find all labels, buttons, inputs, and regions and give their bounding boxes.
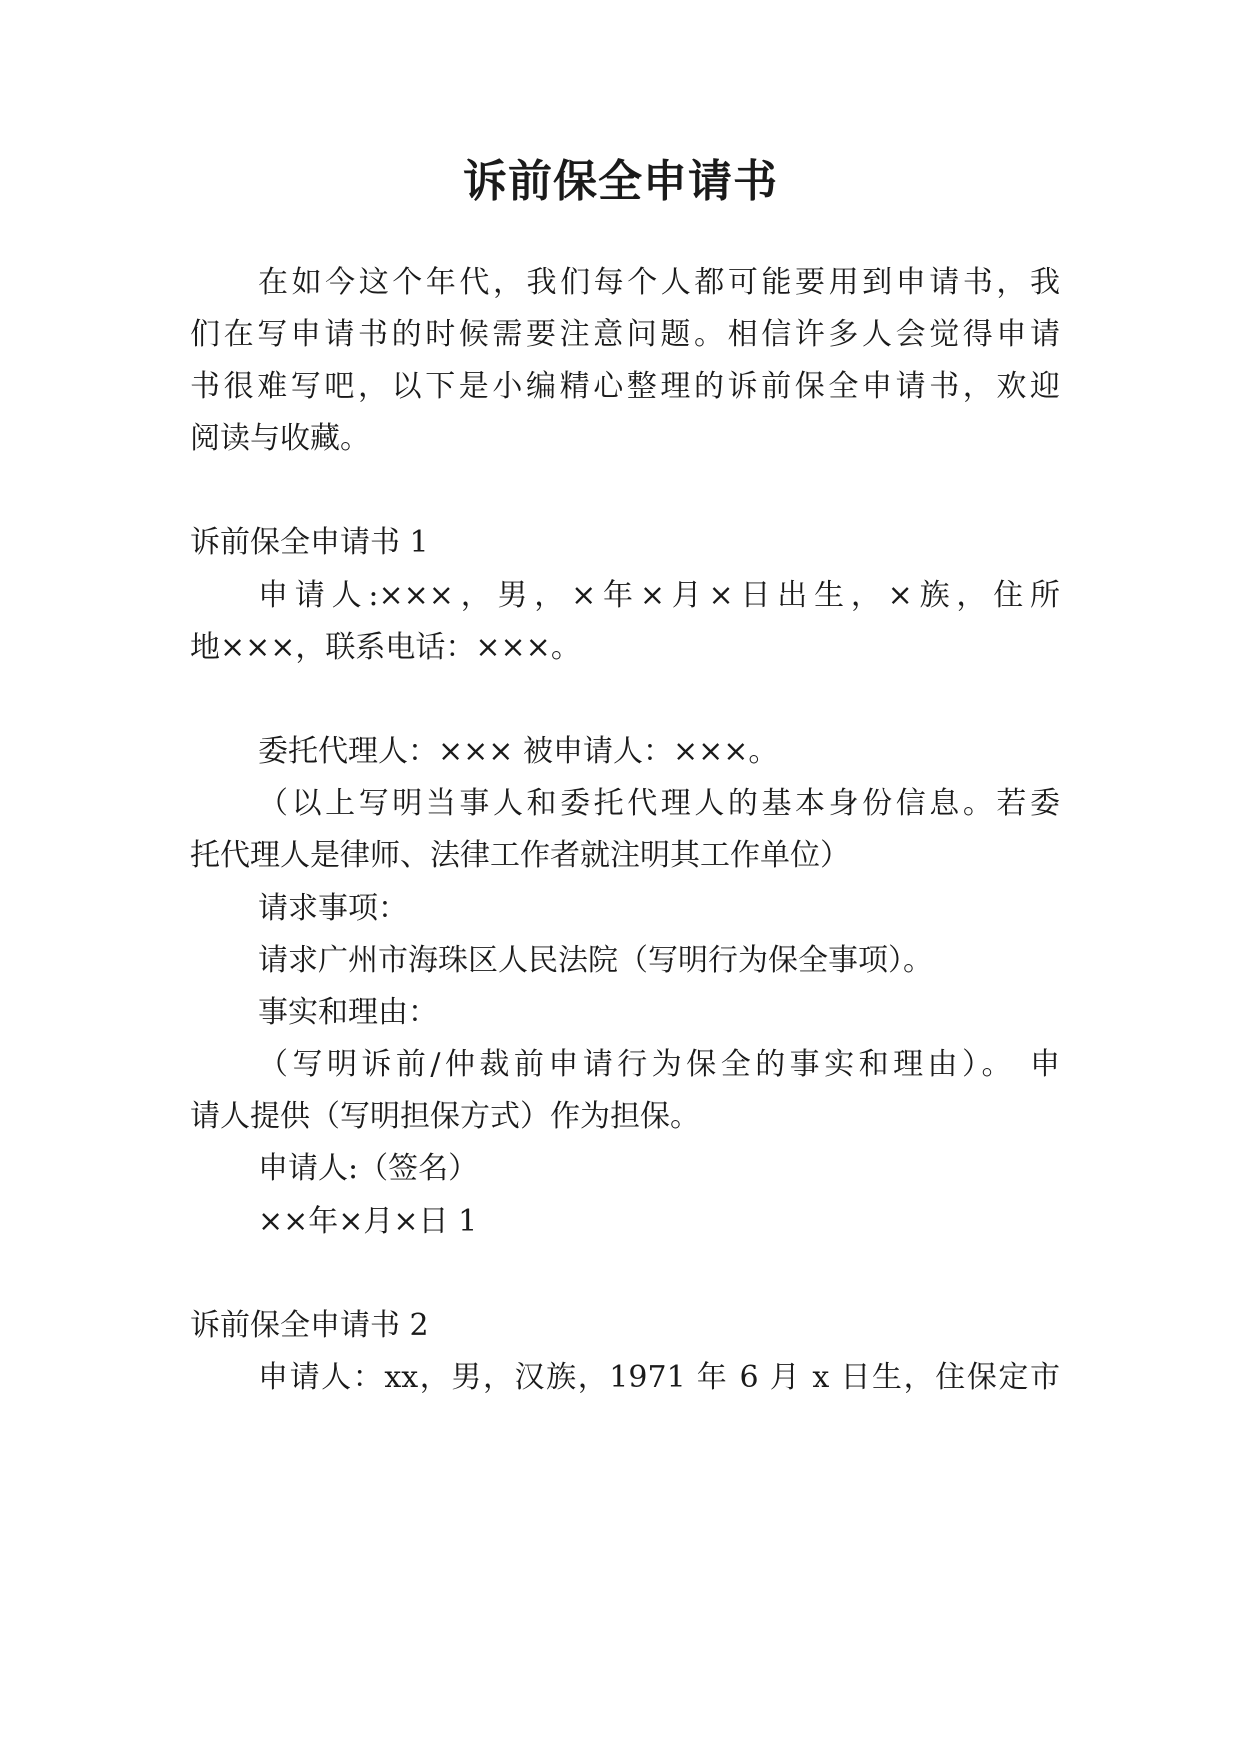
section1-applicant-line-2: 地×××，联系电话：×××。 — [190, 630, 581, 665]
section2-applicant-line-1: 申请人：xx，男，汉族，1971 年 6 月 x 日生，住保定市 — [258, 1360, 1060, 1395]
section1-request-label: 请求事项： — [258, 891, 408, 926]
section1-applicant-line-1: 申请人:×××，男，×年×月×日出生，×族，住所 — [258, 578, 1060, 613]
section1-facts-label: 事实和理由： — [258, 995, 438, 1030]
section1-note-line-2: 托代理人是律师、法律工作者就注明其工作单位） — [190, 838, 850, 873]
intro-line-4: 阅读与收藏。 — [190, 421, 370, 456]
section1-signature: 申请人:（签名） — [258, 1151, 479, 1186]
section1-note-line-1: （以上写明当事人和委托代理人的基本身份信息。若委 — [258, 786, 1060, 821]
intro-line-3: 书很难写吧，以下是小编精心整理的诉前保全申请书，欢迎 — [190, 369, 1060, 404]
section1-agent: 委托代理人：××× 被申请人：×××。 — [258, 734, 779, 769]
section2-heading: 诉前保全申请书 2 — [190, 1308, 429, 1343]
section1-request-text: 请求广州市海珠区人民法院（写明行为保全事项）。 — [258, 943, 933, 978]
section1-date: ××年×月×日 1 — [258, 1204, 478, 1239]
section1-heading: 诉前保全申请书 1 — [190, 525, 429, 560]
intro-line-1: 在如今这个年代，我们每个人都可能要用到申请书，我 — [258, 265, 1060, 300]
section1-facts-line-2: 请人提供（写明担保方式）作为担保。 — [190, 1099, 700, 1134]
section1-facts-line-1: （写明诉前/仲裁前申请行为保全的事实和理由）。 申 — [258, 1047, 1060, 1082]
document-title: 诉前保全申请书 — [463, 156, 778, 207]
intro-line-2: 们在写申请书的时候需要注意问题。相信许多人会觉得申请 — [190, 317, 1060, 352]
